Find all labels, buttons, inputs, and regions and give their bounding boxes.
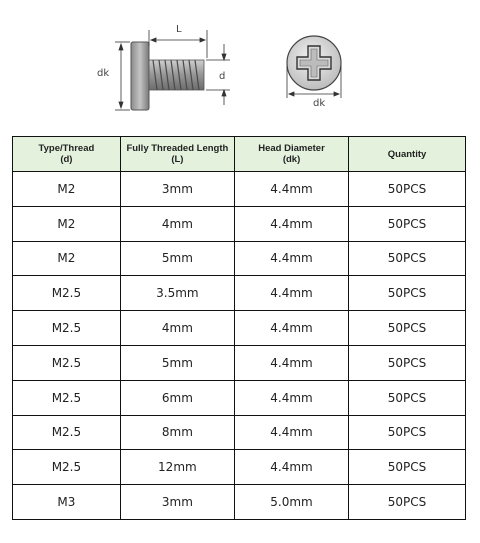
- cell-head-diameter: 4.4mm: [234, 206, 348, 241]
- cell-head-diameter: 5.0mm: [234, 485, 348, 520]
- cell-thread: M2.5: [13, 276, 121, 311]
- screw-diagram: [0, 0, 480, 128]
- cell-quantity: 50PCS: [349, 450, 466, 485]
- header-head-diameter: Head Diameter (dk): [234, 137, 348, 172]
- cell-quantity: 50PCS: [349, 380, 466, 415]
- table-header-row: [13, 137, 466, 172]
- cell-head-diameter: 4.4mm: [234, 241, 348, 276]
- cell-thread: M3: [13, 485, 121, 520]
- cell-quantity: 50PCS: [349, 311, 466, 346]
- cell-head-diameter: 4.4mm: [234, 276, 348, 311]
- cell-length: 5mm: [120, 241, 234, 276]
- cell-length: 4mm: [120, 311, 234, 346]
- cell-length: 3.5mm: [120, 276, 234, 311]
- cell-head-diameter: 4.4mm: [234, 345, 348, 380]
- cell-quantity: 50PCS: [349, 241, 466, 276]
- screw-drawing: [0, 0, 480, 128]
- table-row: [13, 345, 466, 380]
- cell-length: 5mm: [120, 345, 234, 380]
- cell-length: 6mm: [120, 380, 234, 415]
- table-row: [13, 380, 466, 415]
- cell-thread: M2.5: [13, 345, 121, 380]
- cell-length: 12mm: [120, 450, 234, 485]
- header-quantity: Quantity: [349, 137, 466, 172]
- cell-thread: M2.5: [13, 311, 121, 346]
- cell-thread: M2.5: [13, 415, 121, 450]
- cell-thread: M2: [13, 172, 121, 207]
- cell-head-diameter: 4.4mm: [234, 172, 348, 207]
- table-row: [13, 276, 466, 311]
- cell-thread: M2: [13, 241, 121, 276]
- cell-thread: M2.5: [13, 450, 121, 485]
- table-row: [13, 311, 466, 346]
- table-row: [13, 450, 466, 485]
- cell-quantity: 50PCS: [349, 415, 466, 450]
- screw-top-view: [287, 36, 341, 90]
- cell-quantity: 50PCS: [349, 172, 466, 207]
- length-label: L: [176, 24, 182, 35]
- cell-thread: M2: [13, 206, 121, 241]
- cell-length: 4mm: [120, 206, 234, 241]
- table-row: [13, 415, 466, 450]
- cell-length: 3mm: [120, 172, 234, 207]
- header-type-thread: Type/Thread (d): [13, 137, 121, 172]
- cell-head-diameter: 4.4mm: [234, 450, 348, 485]
- cell-quantity: 50PCS: [349, 345, 466, 380]
- cell-quantity: 50PCS: [349, 206, 466, 241]
- cell-thread: M2.5: [13, 380, 121, 415]
- dimension-head-side: [115, 42, 130, 110]
- head-side-label: dk: [97, 68, 110, 79]
- cell-head-diameter: 4.4mm: [234, 380, 348, 415]
- table-row: [13, 206, 466, 241]
- header-length: Fully Threaded Length (L): [120, 137, 234, 172]
- cell-quantity: 50PCS: [349, 485, 466, 520]
- dimension-thread: [206, 44, 230, 105]
- head-top-label: dk: [313, 98, 326, 109]
- cell-quantity: 50PCS: [349, 276, 466, 311]
- cell-head-diameter: 4.4mm: [234, 415, 348, 450]
- cell-head-diameter: 4.4mm: [234, 311, 348, 346]
- table-row: [13, 241, 466, 276]
- specification-table: [12, 136, 466, 520]
- thread-label: d: [219, 71, 226, 82]
- table-row: [13, 485, 466, 520]
- cell-length: 3mm: [120, 485, 234, 520]
- screw-head-side: [131, 42, 149, 110]
- cell-length: 8mm: [120, 415, 234, 450]
- table-row: [13, 172, 466, 207]
- screw-side-view: [131, 42, 204, 110]
